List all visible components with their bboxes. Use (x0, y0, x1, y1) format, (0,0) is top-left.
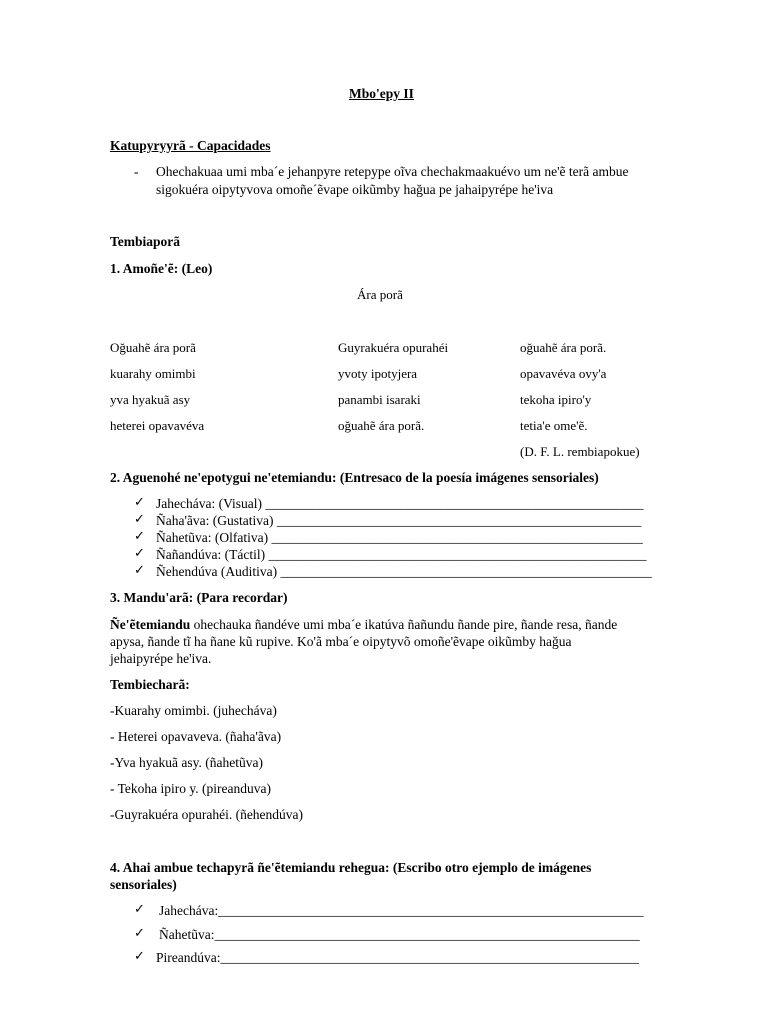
section-2-heading: 2. Aguenohé ne'epotygui ne'etemiandu: (Entresaco de la poesía imágenes sensoriales) (110, 470, 599, 485)
tembiapora-heading: Tembiaporã (110, 234, 181, 249)
check-icon: ✓ (134, 494, 145, 509)
section-3-heading: 3. Mandu'arã: (Para recordar) (110, 590, 288, 605)
page-title: Mbo'epy II (349, 86, 414, 101)
section-4-heading-line-2: sensoriales) (110, 877, 177, 892)
check-icon: ✓ (134, 528, 145, 543)
check-icon: ✓ (134, 948, 145, 963)
example-item: - Tekoha ipiro y. (pireanduva) (110, 781, 271, 796)
capacidades-bullet: - (134, 164, 139, 179)
check-icon: ✓ (134, 562, 145, 577)
poem-line: panambi isaraki (338, 392, 421, 407)
check-icon: ✓ (134, 511, 145, 526)
poem-line: opavavéva ovy'a (520, 366, 607, 381)
write-item-tactil: Pireandúva:______________________________________________________________ (156, 950, 639, 965)
capacidades-heading: Katupyryyrã - Capacidades (110, 138, 271, 153)
example-item: -Guyrakuéra opurahéi. (ñehendúva) (110, 807, 304, 822)
sensory-item-auditiva: Ñehendúva (Auditiva) _______________________________________________________ (156, 564, 652, 579)
write-item-visual: Jahecháva:_______________________________________________________________ (159, 903, 644, 918)
sensory-item-gustativa: Ñaha'ãva: (Gustativa) ______________________________________________________ (156, 513, 642, 528)
write-item-olfativa: Ñahetũva:_______________________________________________________________ (159, 927, 640, 942)
sensory-item-tactil: Ñañandúva: (Táctil) ________________________________________________________ (156, 547, 647, 562)
poem-line: tekoha ipiro'y (520, 392, 592, 407)
poem-line: tetia'e ome'ẽ. (520, 418, 588, 433)
capacidades-line-1: Ohechakuaa umi mba´e jehanpyre retepype oĩva chechakmaakuévo um ne'ẽ terã ambue (156, 164, 629, 179)
example-item: - Heterei opavaveva. (ñaha'ãva) (110, 729, 282, 744)
definition-line-1 (110, 617, 617, 633)
section-1-heading: 1. Amoñe'ẽ: (Leo) (110, 261, 213, 276)
poem-line: heterei opavavéva (110, 418, 205, 433)
example-item: -Kuarahy omimbi. (juhecháva) (110, 703, 277, 718)
poem-line: Guyrakuéra opurahéi (338, 340, 449, 355)
sensory-item-visual: Jahecháva: (Visual) ________________________________________________________ (156, 496, 644, 511)
poem-line: yvoty ipotyjera (338, 366, 418, 381)
check-icon: ✓ (134, 545, 145, 560)
definition-line-3: jehaipyrépe he'iva. (110, 651, 212, 666)
example-item: -Yva hyakuã asy. (ñahetũva) (110, 755, 263, 770)
sensory-item-olfativa: Ñahetũva: (Olfativa) _______________________________________________________ (156, 530, 643, 545)
poem-line: oğuahẽ ára porã. (338, 418, 425, 433)
poem-line: Oğuahẽ ára porã (110, 340, 196, 355)
section-4-heading-line-1: 4. Ahai ambue techapyrã ñe'ẽtemiandu rehegua: (Escribo otro ejemplo de imágenes (110, 860, 592, 875)
poem-line: oğuahẽ ára porã. (520, 340, 607, 355)
poem-line: kuarahy omimbi (110, 366, 196, 381)
poem-title: Ára porã (357, 287, 403, 302)
examples-heading: Tembiecharã: (110, 677, 190, 692)
poem-line: yva hyakuã asy (110, 392, 191, 407)
definition-text: ohechauka ñandéve umi mba´e ikatúva ñañundu ñande pire, ñande resa, ñande (190, 617, 618, 632)
check-icon: ✓ (134, 901, 145, 916)
check-icon: ✓ (134, 925, 145, 940)
definition-line-2: apysa, ñande tĩ ha ñane kũ rupive. Ko'ã mba´e oipytyvõ omoñe'ẽvape oikũmby hağua (110, 634, 572, 649)
poem-author: (D. F. L. rembiapokue) (520, 444, 640, 459)
definition-term: Ñe'ẽtemiandu (110, 617, 191, 632)
capacidades-line-2: sigokuéra oipytyvova omoñe´ẽvape oikũmby hağua pe jahaipyrépe he'iva (156, 182, 554, 197)
